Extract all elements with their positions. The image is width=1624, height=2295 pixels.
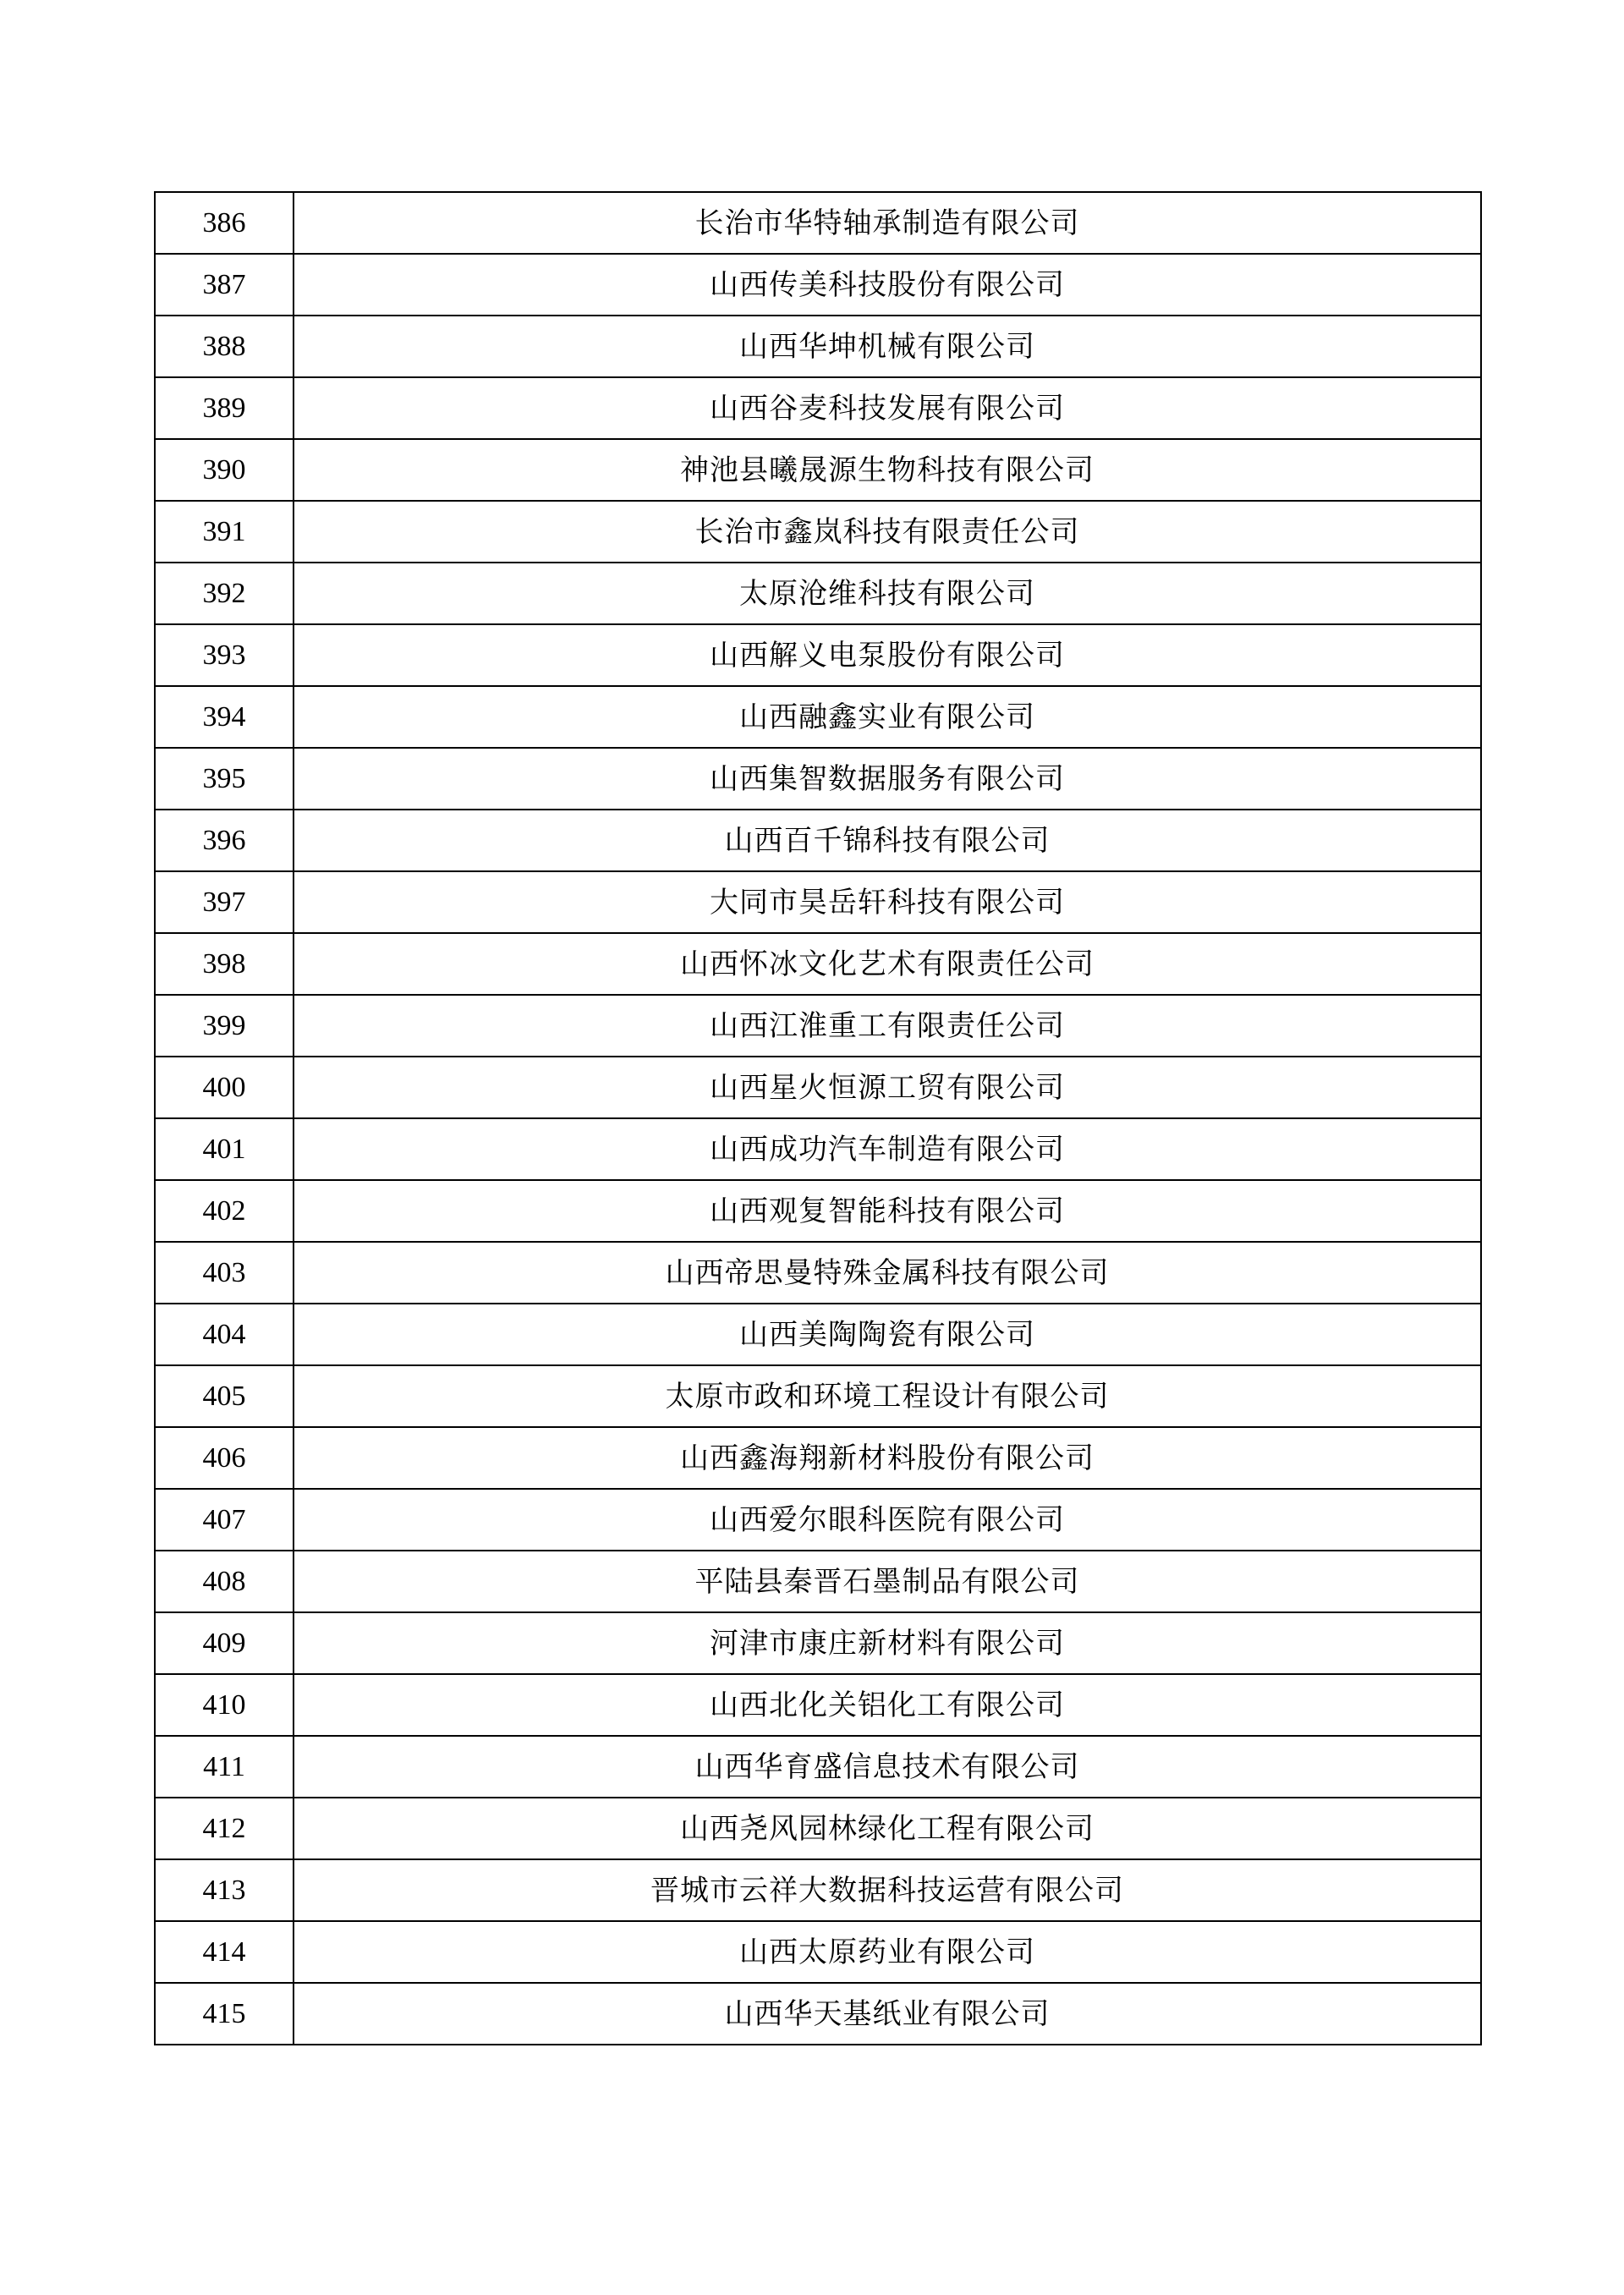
table-row — [155, 192, 1481, 254]
table-row — [155, 1674, 1481, 1736]
table-row — [155, 1859, 1481, 1921]
row-number-cell: 394 — [155, 686, 294, 748]
row-number-cell: 393 — [155, 624, 294, 686]
row-number-cell: 397 — [155, 871, 294, 933]
row-number-cell: 391 — [155, 501, 294, 563]
table-row — [155, 1304, 1481, 1365]
table-row — [155, 501, 1481, 563]
company-name-cell: 山西谷麦科技发展有限公司 — [294, 377, 1481, 439]
row-number-cell: 408 — [155, 1551, 294, 1612]
row-number-cell: 410 — [155, 1674, 294, 1736]
company-name-cell: 山西爱尔眼科医院有限公司 — [294, 1489, 1481, 1551]
table-row — [155, 748, 1481, 810]
company-name-cell: 太原沧维科技有限公司 — [294, 563, 1481, 624]
company-name-cell: 山西尧风园林绿化工程有限公司 — [294, 1798, 1481, 1859]
company-name-cell: 山西帝思曼特殊金属科技有限公司 — [294, 1242, 1481, 1304]
company-name-cell: 山西鑫海翔新材料股份有限公司 — [294, 1427, 1481, 1489]
table-row — [155, 810, 1481, 871]
row-number-cell: 388 — [155, 316, 294, 377]
table-row — [155, 316, 1481, 377]
table-row — [155, 1921, 1481, 1983]
row-number-cell: 406 — [155, 1427, 294, 1489]
table-row — [155, 1489, 1481, 1551]
company-name-cell: 山西华坤机械有限公司 — [294, 316, 1481, 377]
company-name-cell: 太原市政和环境工程设计有限公司 — [294, 1365, 1481, 1427]
table-body — [155, 192, 1481, 2045]
company-name-cell: 山西成功汽车制造有限公司 — [294, 1118, 1481, 1180]
row-number-cell: 403 — [155, 1242, 294, 1304]
company-name-cell: 山西华育盛信息技术有限公司 — [294, 1736, 1481, 1798]
company-name-cell: 山西怀冰文化艺术有限责任公司 — [294, 933, 1481, 995]
company-name-cell: 山西北化关铝化工有限公司 — [294, 1674, 1481, 1736]
company-name-cell: 山西美陶陶瓷有限公司 — [294, 1304, 1481, 1365]
row-number-cell: 404 — [155, 1304, 294, 1365]
company-name-cell: 山西太原药业有限公司 — [294, 1921, 1481, 1983]
row-number-cell: 409 — [155, 1612, 294, 1674]
table-row — [155, 1612, 1481, 1674]
company-name-cell: 长治市鑫岚科技有限责任公司 — [294, 501, 1481, 563]
table-row — [155, 933, 1481, 995]
row-number-cell: 387 — [155, 254, 294, 316]
row-number-cell: 398 — [155, 933, 294, 995]
row-number-cell: 407 — [155, 1489, 294, 1551]
row-number-cell: 389 — [155, 377, 294, 439]
company-name-cell: 山西星火恒源工贸有限公司 — [294, 1057, 1481, 1118]
row-number-cell: 400 — [155, 1057, 294, 1118]
row-number-cell: 395 — [155, 748, 294, 810]
company-name-cell: 河津市康庄新材料有限公司 — [294, 1612, 1481, 1674]
table-row — [155, 1180, 1481, 1242]
company-name-cell: 山西华天基纸业有限公司 — [294, 1983, 1481, 2045]
table-row — [155, 624, 1481, 686]
table-row — [155, 871, 1481, 933]
table-row — [155, 1427, 1481, 1489]
row-number-cell: 414 — [155, 1921, 294, 1983]
row-number-cell: 405 — [155, 1365, 294, 1427]
table-row — [155, 439, 1481, 501]
company-name-cell: 神池县曦晟源生物科技有限公司 — [294, 439, 1481, 501]
company-name-cell: 山西解义电泵股份有限公司 — [294, 624, 1481, 686]
table-row — [155, 254, 1481, 316]
company-name-cell: 山西集智数据服务有限公司 — [294, 748, 1481, 810]
table-row — [155, 1798, 1481, 1859]
company-name-cell: 山西江淮重工有限责任公司 — [294, 995, 1481, 1057]
table-row — [155, 1242, 1481, 1304]
row-number-cell: 390 — [155, 439, 294, 501]
table-row — [155, 1118, 1481, 1180]
table-row — [155, 1736, 1481, 1798]
row-number-cell: 415 — [155, 1983, 294, 2045]
row-number-cell: 412 — [155, 1798, 294, 1859]
table-row — [155, 1983, 1481, 2045]
table-row — [155, 995, 1481, 1057]
table-row — [155, 1057, 1481, 1118]
company-name-cell: 大同市昊岳轩科技有限公司 — [294, 871, 1481, 933]
company-name-cell: 山西观复智能科技有限公司 — [294, 1180, 1481, 1242]
row-number-cell: 411 — [155, 1736, 294, 1798]
row-number-cell: 413 — [155, 1859, 294, 1921]
table-row — [155, 1551, 1481, 1612]
row-number-cell: 401 — [155, 1118, 294, 1180]
company-name-cell: 山西百千锦科技有限公司 — [294, 810, 1481, 871]
table-row — [155, 563, 1481, 624]
company-name-cell: 长治市华特轴承制造有限公司 — [294, 192, 1481, 254]
table-row — [155, 1365, 1481, 1427]
row-number-cell: 402 — [155, 1180, 294, 1242]
table-row — [155, 686, 1481, 748]
row-number-cell: 392 — [155, 563, 294, 624]
row-number-cell: 396 — [155, 810, 294, 871]
company-name-cell: 平陆县秦晋石墨制品有限公司 — [294, 1551, 1481, 1612]
company-name-cell: 山西传美科技股份有限公司 — [294, 254, 1481, 316]
table-row — [155, 377, 1481, 439]
company-list-table — [154, 191, 1482, 2045]
company-name-cell: 晋城市云祥大数据科技运营有限公司 — [294, 1859, 1481, 1921]
row-number-cell: 399 — [155, 995, 294, 1057]
row-number-cell: 386 — [155, 192, 294, 254]
company-name-cell: 山西融鑫实业有限公司 — [294, 686, 1481, 748]
